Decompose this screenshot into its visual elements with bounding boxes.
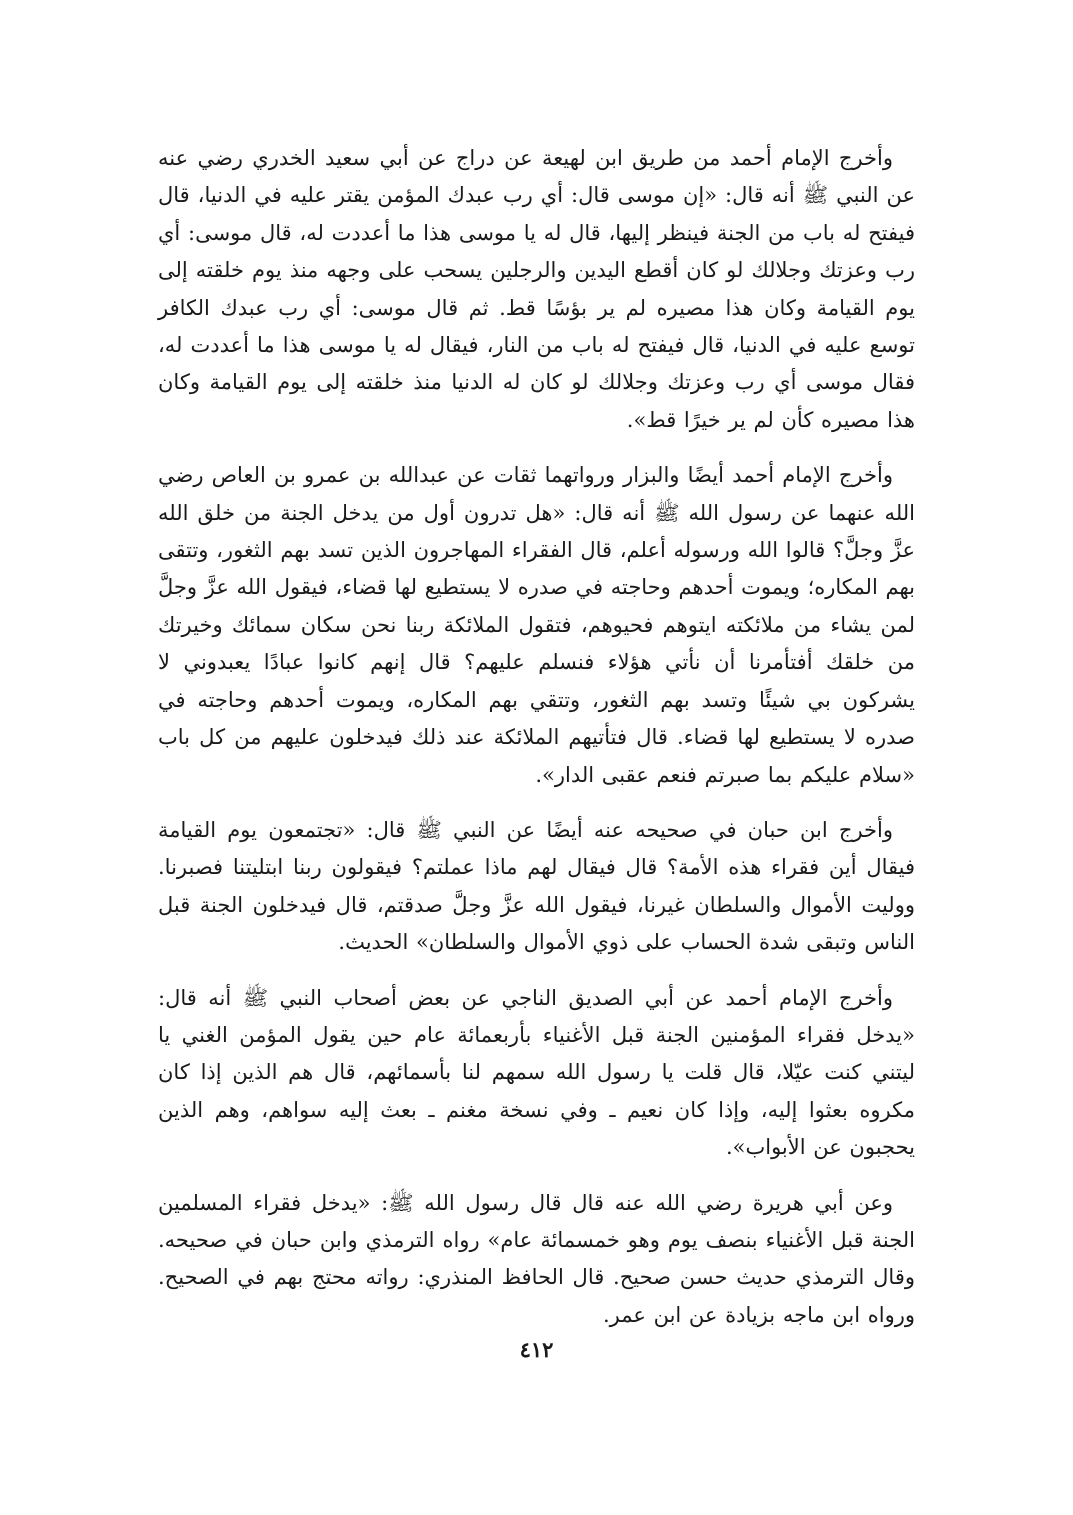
paragraph-first-to-enter-paradise: وأخرج الإمام أحمد أيضًا والبزار ورواتهما ثقات عن عبدالله بن عمرو بن العاص رضي الله عنهما عن رسول الله ﷺ أنه قال: «هل تدرون أول من يدخل الجنة من خلق الله عزَّ وجلَّ؟ قالوا الله ورسوله أعلم، قال الفقراء المهاجرون الذين تسد بهم الثغور، وتتقى بهم المكاره؛ ويموت أحدهم وحاجته في صدره لا يستطيع لها قضاء، فيقول الله عزَّ وجلَّ لمن يشاء من ملائكته ايتوهم فحيوهم، فتقول الملائكة ربنا نحن سكان سمائك وخيرتك من خلقك أفتأمرنا أن نأتي هؤلاء فنسلم عليهم؟ قال إنهم كانوا عبادًا يعبدوني لا يشركون بي شيئًا وتسد بهم الثغور، وتتقي بهم المكاره، ويموت أحدهم وحاجته في صدره لا يستطيع لها قضاء. قال فتأتيهم الملائكة عند ذلك فيدخلون عليهم من كل باب «سلام عليكم بما صبرتم فنعم عقبى الدار». <box>158 463 915 787</box>
paragraph-abu-hurayra-hadith: وعن أبي هريرة رضي الله عنه قال قال رسول الله ﷺ: «يدخل فقراء المسلمين الجنة قبل الأغنياء بنصف يوم وهو خمسمائة عام» رواه الترمذي وابن حبان في صحيحه. وقال الترمذي حديث حسن صحيح. قال الحافظ المنذري: رواته محتج بهم في الصحيح. ورواه ابن ماجه بزيادة عن ابن عمر. <box>158 1190 915 1327</box>
paragraph-ibn-hibban-hadith: وأخرج ابن حبان في صحيحه عنه أيضًا عن النبي ﷺ قال: «تجتمعون يوم القيامة فيقال أين فقراء هذه الأمة؟ قال فيقال لهم ماذا عملتم؟ فيقولون ربنا ابتليتنا فصبرنا. ووليت الأموال والسلطان غيرنا، فيقول الله عزَّ وجلَّ صدقتم، قال فيدخلون الجنة قبل الناس وتبقى شدة الحساب على ذوي الأموال والسلطان» الحديث. <box>158 817 915 955</box>
paragraph-ahmad-musa-hadith: وأخرج الإمام أحمد من طريق ابن لهيعة عن دراج عن أبي سعيد الخدري رضي عنه عن النبي ﷺ أنه قال: «إن موسى قال: أي رب عبدك المؤمن يقتر عليه في الدنيا، قال فيفتح له باب من الجنة فينظر إليها، قال له يا موسى هذا ما أعددت له، قال موسى: أي رب وعزتك وجلالك لو كان أقطع اليدين والرجلين يسحب على وجهه منذ يوم خلقته إلى يوم القيامة وكان هذا مصيره لم ير بؤسًا قط. ثم قال موسى: أي رب عبدك الكافر توسع عليه في الدنيا، قال فيفتح له باب من النار، فيقال له يا موسى هذا ما أعددت له، فقال موسى أي رب وعزتك وجلالك لو كان له الدنيا منذ خلقته إلى يوم القيامة وكان هذا مصيره كأن لم ير خيرًا قط». <box>158 146 915 432</box>
page-number: ٤١٢ <box>519 1337 554 1362</box>
page-body <box>158 140 915 1352</box>
paragraph-abu-al-siddiq-hadith: وأخرج الإمام أحمد عن أبي الصديق الناجي عن بعض أصحاب النبي ﷺ أنه قال: «يدخل فقراء المؤمنين الجنة قبل الأغنياء بأربعمائة عام حين يقول المؤمن الغني يا ليتني كنت عيّلا، قال قلت يا رسول الله سمهم لنا بأسمائهم، قال هم الذين إذا كان مكروه بعثوا إليه، وإذا كان نعيم ـ وفي نسخة مغنم ـ بعث إليه سواهم، وهم الذين يحجبون عن الأبواب». <box>158 985 915 1160</box>
